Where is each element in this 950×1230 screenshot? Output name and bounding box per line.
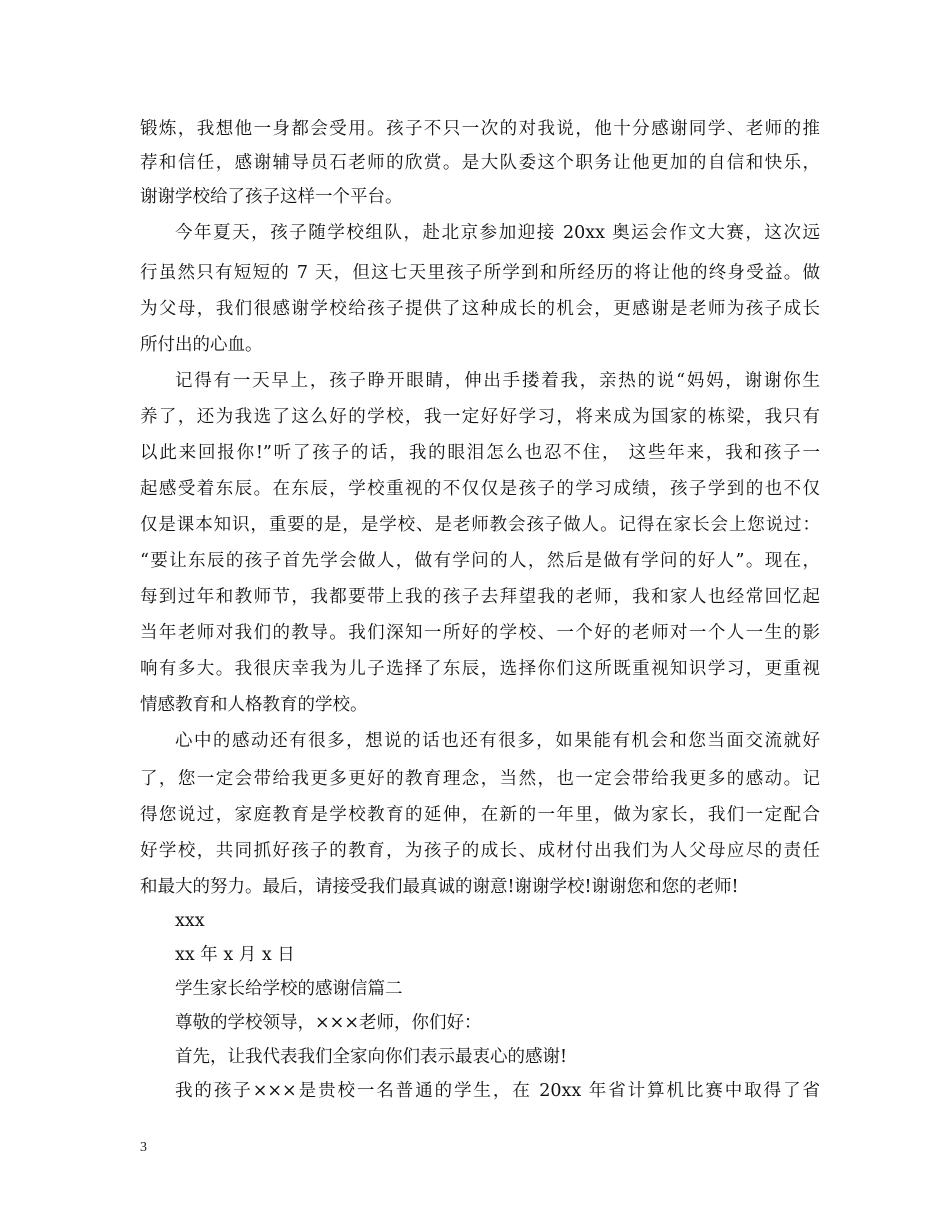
paragraph-1-line-3: 谢谢学校给了孩子这样一个平台。: [140, 187, 403, 207]
paragraph-4-line-3: 得您说过，家庭教育是学校教育的延伸，在新的一年里，做为家长，我们一定配合: [140, 805, 820, 825]
paragraph-3-line-1: 记得有一天早上，孩子睁开眼睛，伸出手搂着我，亲热的说“妈妈，谢谢你生: [175, 371, 820, 391]
paragraph-1-line-2: 荐和信任，感谢辅导员石老师的欣赏。是大队委这个职务让他更加的自信和快乐，: [140, 153, 820, 173]
signature: xxx: [175, 911, 205, 931]
section-title: 学生家长给学校的感谢信篇二: [175, 979, 403, 999]
paragraph-2-line-4: 所付出的心血。: [140, 335, 263, 355]
paragraph-3-line-4: 起感受着东辰。在东辰，学校重视的不仅仅是孩子的学习成绩，孩子学到的也不仅: [140, 479, 820, 499]
body-line-continued: 我的孩子×××是贵校一名普通的学生，在 20xx 年省计算机比赛中取得了省: [175, 1081, 820, 1101]
paragraph-3-line-3: 以此来回报你!”听了孩子的话，我的眼泪怎么也忍不住， 这些年来，我和孩子一: [140, 443, 820, 463]
paragraph-4-line-5: 和最大的努力。最后，请接受我们最真诚的谢意!谢谢学校!谢谢您和您的老师!: [140, 877, 739, 897]
letter-date: xx 年 x 月 x 日: [175, 945, 295, 965]
paragraph-3-line-6: “要让东辰的孩子首先学会做人，做有学问的人，然后是做有学问的好人”。现在，: [140, 551, 820, 571]
paragraph-2-line-2: 行虽然只有短短的 7 天，但这七天里孩子所学到和所经历的将让他的终身受益。做: [140, 263, 820, 283]
salutation: 尊敬的学校领导，×××老师，你们好：: [175, 1013, 482, 1033]
paragraph-2-line-3: 为父母，我们很感谢学校给孩子提供了这种成长的机会，更感谢是老师为孩子成长: [140, 299, 820, 319]
paragraph-3-line-8: 当年老师对我们的教导。我们深知一所好的学校、一个好的老师对一个人一生的影: [140, 623, 820, 643]
page-number: 3: [140, 1140, 147, 1155]
paragraph-4-line-4: 好学校，共同抓好孩子的教育，为孩子的成长、成材付出我们为人父母应尽的责任: [140, 841, 820, 861]
paragraph-4-line-2: 了，您一定会带给我更多更好的教育理念，当然，也一定会带给我更多的感动。记: [140, 769, 820, 789]
paragraph-4-line-1: 心中的感动还有很多，想说的话也还有很多，如果能有机会和您当面交流就好: [175, 731, 820, 751]
paragraph-3-line-2: 养了，还为我选了这么好的学校，我一定好好学习，将来成为国家的栋梁，我只有: [140, 407, 820, 427]
paragraph-3-line-5: 仅是课本知识，重要的是，是学校、是老师教会孩子做人。记得在家长会上您说过：: [140, 515, 820, 535]
paragraph-3-line-9: 响有多大。我很庆幸我为儿子选择了东辰，选择你们这所既重视知识学习，更重视: [140, 659, 820, 679]
paragraph-2-line-1: 今年夏天，孩子随学校组队，赴北京参加迎接 20xx 奥运会作文大赛，这次远: [175, 223, 820, 243]
opening-line: 首先，让我代表我们全家向你们表示最衷心的感谢!: [175, 1047, 568, 1067]
paragraph-1-line-1: 锻炼，我想他一身都会受用。孩子不只一次的对我说，他十分感谢同学、老师的推: [140, 119, 820, 139]
paragraph-3-line-10: 情感教育和人格教育的学校。: [140, 695, 368, 715]
paragraph-3-line-7: 每到过年和教师节，我都要带上我的孩子去拜望我的老师，我和家人也经常回忆起: [140, 587, 820, 607]
